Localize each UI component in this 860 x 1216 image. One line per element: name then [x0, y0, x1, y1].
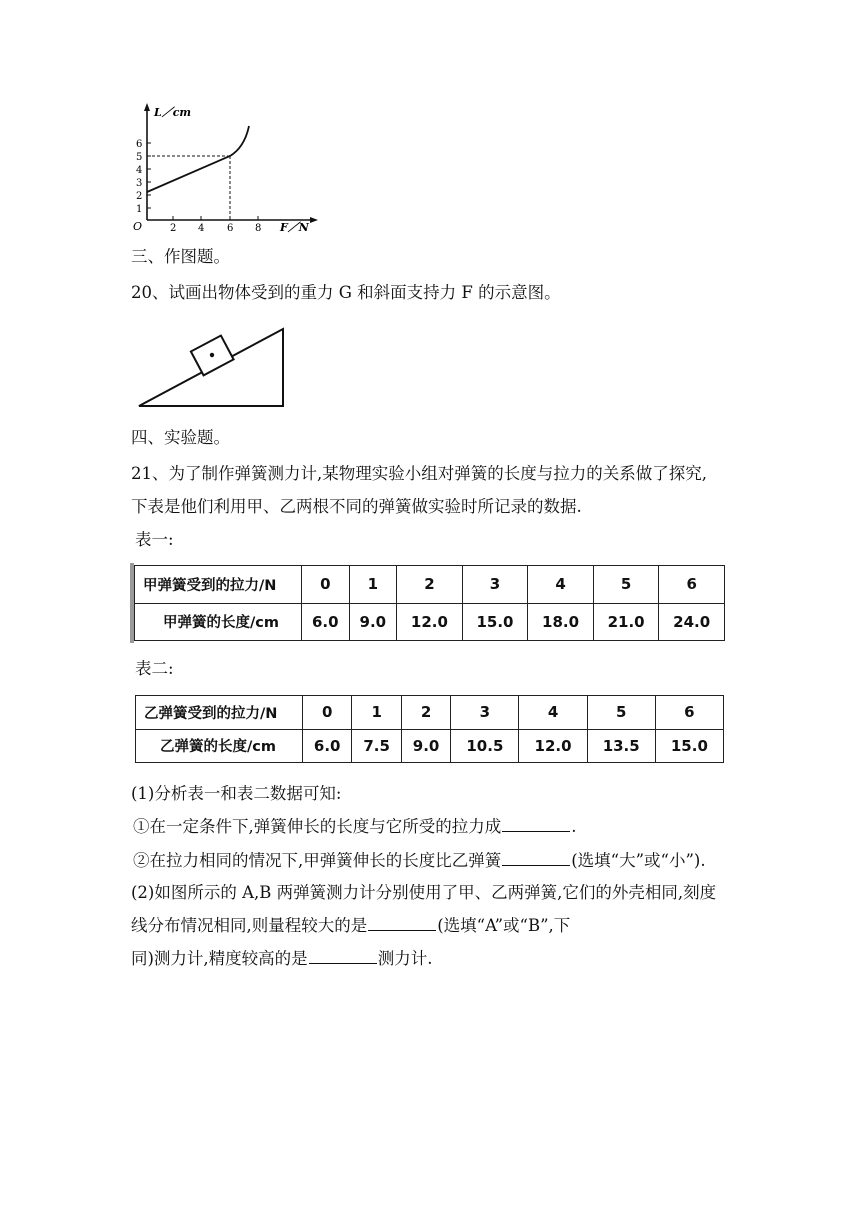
part2-line3 — [131, 948, 432, 970]
question-20-text: 20、试画出物体受到的重力 G 和斜面支持力 F 的示意图。 — [131, 283, 561, 302]
table-cell: 6.0 — [302, 603, 350, 641]
table-cell: 1 — [349, 566, 397, 604]
part1-question-a — [133, 816, 577, 838]
section-heading-drawing: 三、作图题。 — [131, 247, 230, 266]
table-row — [136, 696, 724, 730]
part1-intro: (1)分析表一和表二数据可知: — [131, 784, 342, 803]
table-cell: 15.0 — [462, 603, 528, 641]
x-tick-label: 8 — [255, 223, 262, 234]
answer-blank[interactable] — [368, 916, 436, 931]
table-cell: 4 — [528, 566, 594, 604]
section-heading-experiment: 四、实验题。 — [131, 428, 230, 447]
table-cell: 2 — [397, 566, 463, 604]
incline-diagram — [135, 325, 290, 410]
part2-line1: (2)如图所示的 A,B 两弹簧测力计分别使用了甲、乙两弹簧,它们的外壳相同,刻度 — [131, 883, 717, 902]
table-row — [136, 729, 724, 763]
table-cell: 9.0 — [401, 729, 450, 763]
table-cell: 13.5 — [587, 729, 655, 763]
table-cell: 5 — [593, 566, 659, 604]
table-cell: 6 — [655, 696, 723, 730]
table-cell: 0 — [302, 566, 350, 604]
table-cell: 3 — [451, 696, 519, 730]
answer-blank[interactable] — [502, 817, 570, 832]
table-cell: 4 — [519, 696, 587, 730]
part1-question-b-end: (选填“大”或“小”). — [571, 851, 706, 870]
x-axis-label: F／N — [280, 221, 309, 234]
y-tick-label: 3 — [136, 178, 143, 189]
x-ticks — [170, 216, 261, 234]
part2-line3-end: 测力计. — [377, 949, 433, 968]
table-cell: 6 — [659, 566, 725, 604]
table-cell: 3 — [462, 566, 528, 604]
part2-line3-text: 同)测力计,精度较高的是 — [131, 949, 308, 968]
table-row-label: 甲弹簧的长度/cm — [135, 603, 302, 641]
table-cell: 21.0 — [593, 603, 659, 641]
x-tick-label: 2 — [170, 223, 177, 234]
y-tick-label: 4 — [136, 165, 143, 176]
table-cell: 12.0 — [397, 603, 463, 641]
table-cell: 0 — [303, 696, 352, 730]
table-cell: 12.0 — [519, 729, 587, 763]
y-ticks — [136, 139, 151, 215]
table1 — [134, 565, 725, 641]
y-axis-label: L／cm — [154, 106, 192, 119]
x-tick-label: 4 — [198, 223, 205, 234]
y-tick-label: 6 — [136, 139, 143, 150]
spring-length-graph — [128, 100, 328, 235]
question-21-line2: 下表是他们利用甲、乙两根不同的弹簧做实验时所记录的数据. — [131, 497, 582, 516]
part2-line2-text: 线分布情况相同,则量程较大的是 — [131, 916, 368, 935]
table2-caption: 表二: — [135, 659, 174, 678]
table-row — [135, 566, 725, 604]
length-force-curve — [147, 126, 249, 192]
table-cell: 6.0 — [303, 729, 352, 763]
table-row-label: 乙弹簧受到的拉力/N — [136, 696, 303, 730]
part1-question-b — [133, 850, 706, 872]
table-cell: 9.0 — [349, 603, 397, 641]
table-row-label: 乙弹簧的长度/cm — [136, 729, 303, 763]
table-row-label: 甲弹簧受到的拉力/N — [135, 566, 302, 604]
part2-line2 — [131, 915, 570, 937]
table-cell: 1 — [352, 696, 401, 730]
x-axis-arrow — [310, 217, 318, 223]
answer-blank[interactable] — [309, 949, 377, 964]
table2 — [135, 695, 724, 763]
table-row — [135, 603, 725, 641]
block-on-incline — [191, 336, 234, 376]
y-tick-label: 1 — [136, 204, 143, 215]
table1-caption: 表一: — [135, 530, 174, 549]
table-cell: 24.0 — [659, 603, 725, 641]
y-axis-arrow — [144, 103, 150, 111]
y-tick-label: 5 — [136, 152, 143, 163]
answer-blank[interactable] — [502, 851, 570, 866]
table-cell: 5 — [587, 696, 655, 730]
part1-question-a-end: . — [571, 817, 577, 836]
part2-line2-end: (选填“A”或“B”,下 — [437, 916, 571, 935]
table-cell: 7.5 — [352, 729, 401, 763]
table-cell: 10.5 — [451, 729, 519, 763]
part1-question-a-text: ①在一定条件下,弹簧伸长的长度与它所受的拉力成 — [133, 817, 502, 836]
table-cell: 15.0 — [655, 729, 723, 763]
part1-question-b-text: ②在拉力相同的情况下,甲弹簧伸长的长度比乙弹簧 — [133, 851, 502, 870]
x-tick-label: 6 — [227, 223, 234, 234]
table-cell: 2 — [401, 696, 450, 730]
origin-label: O — [133, 220, 143, 233]
y-tick-label: 2 — [136, 191, 143, 202]
question-21-line1: 21、为了制作弹簧测力计,某物理实验小组对弹簧的长度与拉力的关系做了探究, — [131, 464, 707, 483]
table-cell: 18.0 — [528, 603, 594, 641]
